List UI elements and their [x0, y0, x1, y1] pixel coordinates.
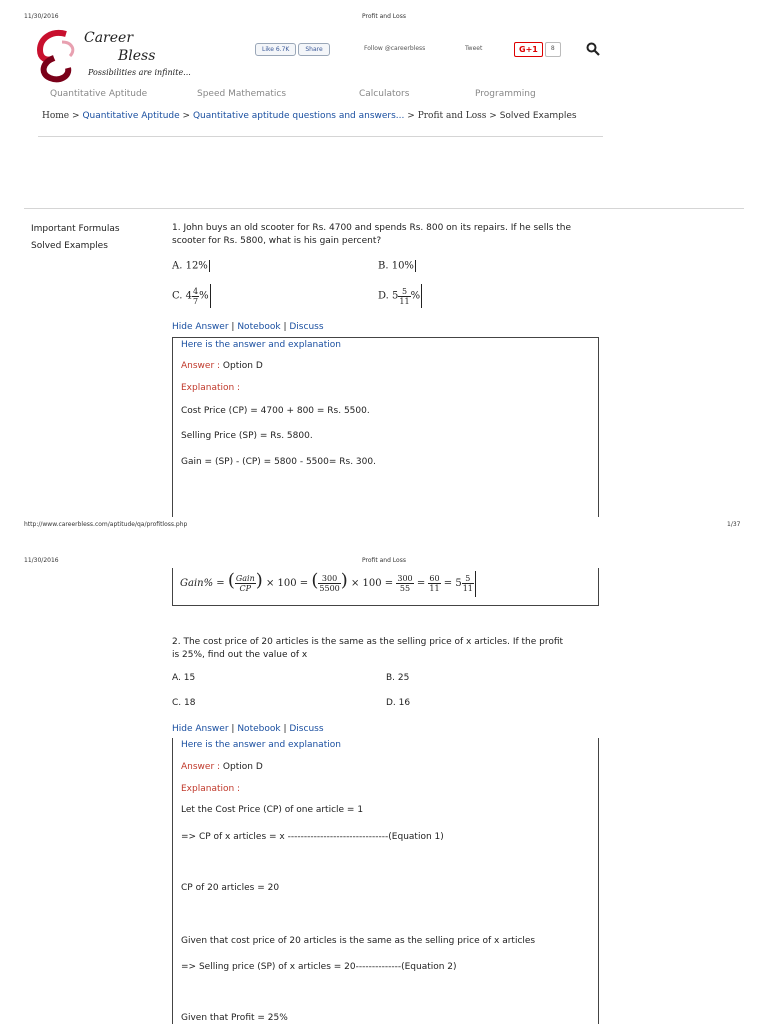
discuss-link[interactable]: Discuss	[289, 724, 324, 734]
site-logo[interactable]	[34, 28, 194, 88]
logo-text-bless: Bless	[118, 48, 156, 64]
hide-answer-link[interactable]: Hide Answer	[172, 322, 229, 332]
question-1-text: 1. John buys an old scooter for Rs. 4700 and spends Rs. 800 on its repairs. If he sells the scooter for Rs. 5800, what is his gain percent?	[172, 223, 572, 246]
nav-speed-mathematics[interactable]: Speed Mathematics	[197, 89, 287, 99]
notebook-link[interactable]: Notebook	[237, 322, 281, 332]
page-number: 1/37	[727, 521, 741, 528]
q2-option-a[interactable]: A. 15	[172, 673, 196, 683]
q1-option-d[interactable]: D. 5 $\frac{5}{11}$ %	[378, 284, 422, 308]
google-plus-button[interactable]: G+1	[514, 42, 543, 57]
explanation-label: Explanation :	[181, 383, 241, 393]
sidebar-item-important-formulas[interactable]: Important Formulas	[31, 224, 120, 234]
logo-mark-icon	[34, 28, 84, 83]
q2-answer-box	[172, 738, 599, 1024]
explanation-line: => CP of x articles = x -------------------------------(Equation 1)	[181, 832, 444, 842]
answer-box-heading: Here is the answer and explanation	[181, 740, 341, 750]
nav-calculators[interactable]: Calculators	[359, 89, 410, 99]
breadcrumb-qa-questions[interactable]: Quantitative aptitude questions and answers...	[192, 111, 405, 121]
breadcrumb-sep: >	[182, 111, 191, 121]
notebook-link[interactable]: Notebook	[237, 724, 281, 734]
q2-option-d[interactable]: D. 16	[386, 698, 411, 708]
nav-programming[interactable]: Programming	[475, 89, 536, 99]
answer-box-heading: Here is the answer and explanation	[181, 340, 341, 350]
q1-option-c[interactable]: C. 4 $\frac{4}{7}$ %	[172, 284, 211, 308]
breadcrumb-quantitative-aptitude[interactable]: Quantitative Aptitude	[82, 111, 180, 121]
breadcrumb-current: Solved Examples	[499, 111, 577, 121]
answer-line: Answer : Option D	[181, 361, 263, 371]
search-icon[interactable]	[586, 42, 600, 56]
google-plus-count: 8	[545, 42, 561, 57]
q1-answer-box-continued	[172, 568, 599, 606]
sidebar-item-solved-examples[interactable]: Solved Examples	[31, 241, 108, 251]
page-title: Profit and Loss	[362, 13, 406, 20]
q2-option-b[interactable]: B. 25	[386, 673, 410, 683]
explanation-line: Given that cost price of 20 articles is the same as the selling price of x articles	[181, 936, 536, 946]
q1-option-a[interactable]: A. 12%	[172, 260, 208, 272]
breadcrumb-home[interactable]: Home	[42, 111, 70, 121]
header-divider	[38, 136, 603, 137]
q2-option-c[interactable]: C. 18	[172, 698, 196, 708]
page-date: 11/30/2016	[24, 13, 59, 20]
explanation-line: Cost Price (CP) = 4700 + 800 = Rs. 5500.	[181, 406, 370, 416]
hide-answer-link[interactable]: Hide Answer	[172, 724, 229, 734]
tweet-link[interactable]: Tweet	[465, 45, 483, 52]
facebook-like-button[interactable]: Like 6.7K	[255, 43, 296, 56]
explanation-line: Gain = (SP) - (CP) = 5800 - 5500= Rs. 300.	[181, 457, 376, 467]
logo-text-career: Career	[84, 30, 134, 46]
discuss-link[interactable]: Discuss	[289, 322, 324, 332]
q2-answer-links: Hide Answer | Notebook | Discuss	[172, 724, 324, 734]
gain-percent-formula: Gain% = ( $\frac{\text{Gain}}{CP}$ ) × 100 = ( $\frac{300}{5500}$ ) × 100 = $\frac{300}{55}$ = $\frac{60}{11}$ = 5 $\frac{5}{11}$	[180, 570, 476, 597]
explanation-line: CP of 20 articles = 20	[181, 883, 280, 893]
answer-line: Answer : Option D	[181, 762, 263, 772]
explanation-label: Explanation :	[181, 784, 241, 794]
page-footer-url: http://www.careerbless.com/aptitude/qa/profitloss.php	[24, 521, 188, 528]
q1-option-b[interactable]: B. 10%	[378, 260, 414, 272]
breadcrumb-sep: >	[72, 111, 80, 121]
explanation-line: => Selling price (SP) of x articles = 20--------------(Equation 2)	[181, 962, 457, 972]
content-divider	[24, 208, 744, 209]
breadcrumb-sep: >	[407, 111, 415, 121]
breadcrumb	[42, 111, 577, 121]
facebook-share-button[interactable]: Share	[298, 43, 329, 56]
explanation-line: Let the Cost Price (CP) of one article = 1	[181, 805, 364, 815]
twitter-follow-link[interactable]: Follow @careerbless	[364, 45, 426, 52]
page-date: 11/30/2016	[24, 557, 59, 564]
q1-answer-box	[172, 337, 599, 517]
question-2-text: 2. The cost price of 20 articles is the same as the selling price of x articles. If the profit is 25%, find out the value of x	[172, 637, 564, 660]
nav-quantitative-aptitude[interactable]: Quantitative Aptitude	[50, 89, 148, 99]
q1-answer-links: Hide Answer | Notebook | Discuss	[172, 322, 324, 332]
page-title: Profit and Loss	[362, 557, 406, 564]
explanation-line: Given that Profit = 25%	[181, 1013, 288, 1023]
logo-tagline: Possibilities are infinite...	[88, 68, 191, 77]
breadcrumb-sep: >	[489, 111, 497, 121]
breadcrumb-profit-loss[interactable]: Profit and Loss	[417, 111, 487, 121]
explanation-line: Selling Price (SP) = Rs. 5800.	[181, 431, 313, 441]
